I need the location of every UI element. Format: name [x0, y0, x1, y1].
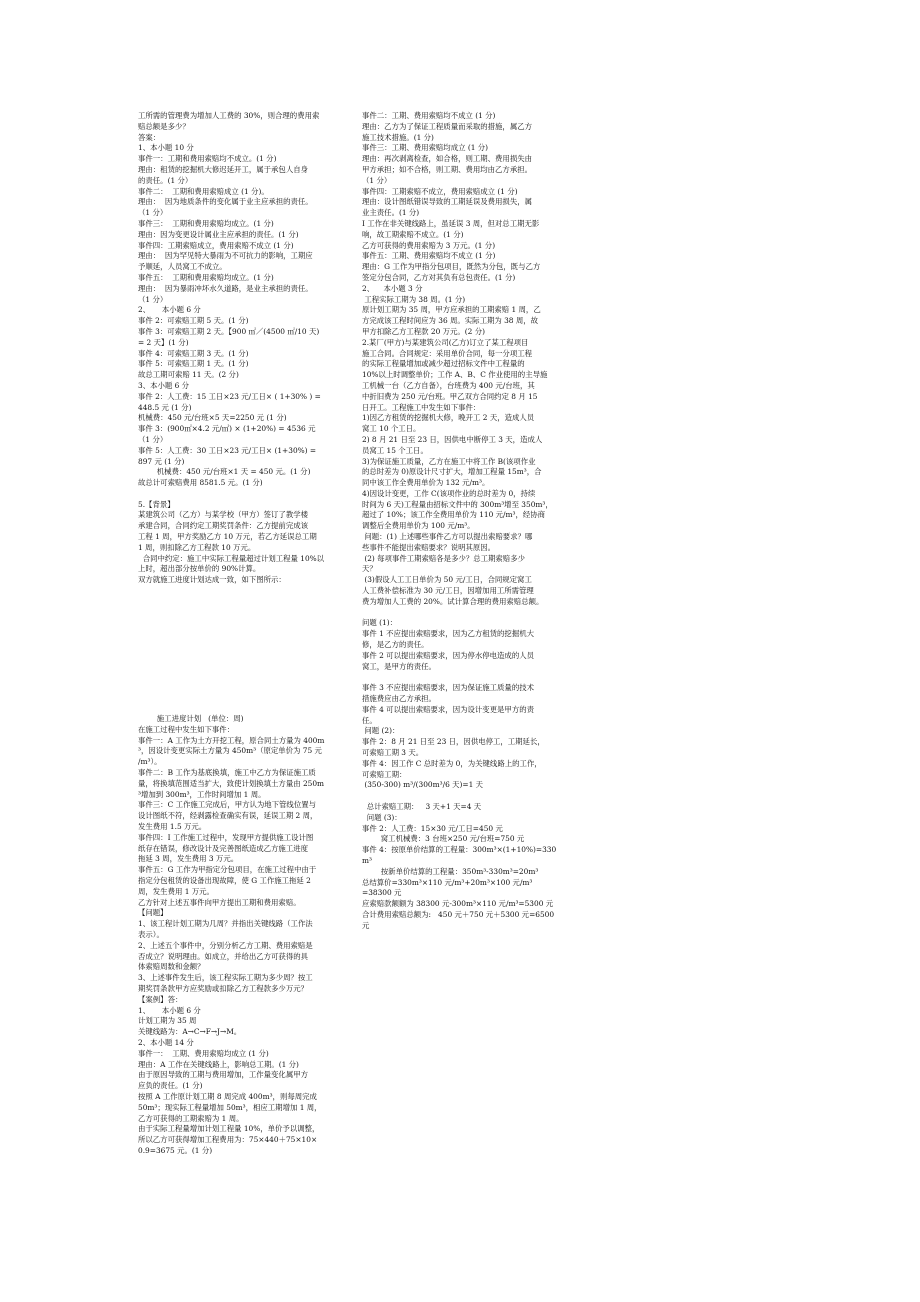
text-line: 4)因设计变更，工作 C(该项作业的总时差为 0，持续 [362, 488, 536, 498]
text-line: 元 [362, 920, 370, 930]
text-line: 甲方承担；如不合格，则工期、费用均由乙方承担。 [362, 164, 532, 174]
text-line: 应负的责任。(1 分) [138, 1081, 203, 1091]
text-line: 事件二：B 工作为基底换填，施工中乙方为保证施工质 [138, 768, 316, 778]
text-line: 10%以上时调整单价；工作 A、B、C 作业使用的主导施 [362, 370, 548, 380]
text-line: 所以乙方可获得增加工程费用为：75×440＋75×10× [138, 1135, 318, 1145]
text-line: 日开工。工程施工中发生如下事件： [362, 402, 481, 412]
text-line: 故总工期可索赔 11 天。(2 分) [138, 370, 239, 380]
text-line: /m³）。 [138, 757, 162, 767]
text-line: 修，是乙方的责任。 [362, 640, 429, 650]
text-line: 计划工期为 35 周 [138, 1016, 197, 1026]
left-column [138, 111, 348, 1157]
text-line: 事件五： 工期和费用索赔均成立。(1 分) [138, 272, 274, 282]
text-line: 原计划工期为 35 周，甲方应承担的工期索赔 1 周，乙 [362, 305, 541, 315]
text-line: 调整后全费用单价为 100 元/m³。 [362, 521, 475, 531]
text-line: 答案： [138, 132, 161, 142]
text-line: 问题 (3)： [362, 812, 402, 822]
text-line: （1 分） [138, 434, 168, 444]
text-line: 窝工，是甲方的责任。 [362, 661, 436, 671]
spacer [362, 608, 572, 619]
text-line: 可索赔工期 3 天。 [362, 748, 424, 758]
text-line: 中折旧费为 250 元/台班。甲乙双方合同约定 8 月 15 [362, 391, 538, 401]
text-line: 3)为保证施工质量，乙方在施工中将工作 B(该项作业 [362, 456, 536, 466]
text-line: 表示）。 [138, 930, 164, 939]
text-line: 事件五：G 工作为甲指定分包项目，在施工过程中由于 [138, 865, 317, 875]
text-line: 乙方可获得的费用索赔为 3 万元。(1 分) [362, 240, 496, 250]
text-line: 事件 5：可索赔工期 1 天。(1 分) [138, 359, 249, 369]
text-line: 理由：G 工作为甲指分包项目，既然为分包，既与乙方 [362, 262, 541, 272]
text-line: 周，发生费用 1 万元。 [138, 886, 214, 896]
text-line: 期奖罚条款甲方应奖励或扣除乙方工程款多少万元？ [138, 983, 308, 993]
text-line: = 2 天】(1 分) [138, 337, 189, 347]
text-line: I 工作在非关键线路上，虽延误 3 周，但对总工期无影 [362, 218, 540, 228]
text-line: 事件 2：可索赔工期 5 天。(1 分) [138, 316, 249, 326]
text-line: 问题 (2)： [362, 726, 400, 736]
text-line: 机械费：450 元/台班×5 天=2250 元 (1 分) [138, 413, 287, 423]
text-line: 事件二：工期、费用索赔均不成立 (1 分) [362, 111, 496, 120]
text-line: 事件一： 工期、费用索赔均成立 (1 分) [138, 1048, 269, 1058]
right-answer-block [362, 111, 572, 608]
text-line: 448.5 元 (1 分) [138, 402, 192, 412]
text-line: 事件 2 可以提出索赔要求，因为停水停电造成的人员 [362, 650, 534, 660]
text-line: 乙方可获得的工期索赔为 1 周。 [138, 1113, 244, 1123]
text-line: 2、 本小题 3 分 [362, 283, 423, 293]
left-events-block [138, 714, 348, 1157]
text-line: =38300 元 [362, 888, 402, 898]
text-line: 由于实际工程量增加计划工程量 10%，单价予以调整， [138, 1124, 320, 1134]
text-line: 措施费应由乙方承担。 [362, 694, 436, 704]
text-line: (350-300) m³/(300m³/6 天)=1 天 [362, 780, 484, 790]
text-line: 5.【背景】 [138, 499, 175, 509]
text-line: 1、该工程计划工期为几周？并指出关键线路（工作法 [138, 919, 313, 929]
text-line: 事件一：A 工作为土方开挖工程，原合同土方量为 400m [138, 735, 325, 745]
text-line: 合同中约定：施工中实际工程量超过计划工程量 10%以 [138, 553, 325, 563]
text-line: 拖延 3 周，发生费用 3 万元。 [138, 854, 239, 864]
text-line: 纸存在错误，修改设计及完善图纸造成乙方施工进度 [138, 843, 308, 853]
text-line: 设计图纸不符，经剥露检查确实有误，延误工期 2 周， [138, 811, 318, 821]
spacer [362, 791, 572, 802]
text-line: 天？ [362, 564, 377, 574]
text-line: 双方就施工进度计划达成一致，如下图所示： [138, 575, 286, 585]
text-line: 理由：再次剥离检查，如合格，则工期、费用损失由 [362, 154, 532, 164]
text-line: 施工合同。合同规定：采用单价合同，每一分项工程 [362, 348, 532, 358]
text-line: 窝工 10 个工日。 [362, 424, 421, 434]
text-line: 总结算价=330m³×110 元/m³+20m³×100 元/m³ [362, 877, 533, 887]
text-line: 理由： 因为地质条件的变化属于业主应承担的责任。 [138, 197, 313, 207]
text-line: 按新单价结算的工程量：350m³-330m³=20m³ [362, 866, 539, 876]
schedule-diagram-area [138, 586, 348, 714]
text-line: 3、上述事件发生后，该工程实际工期为多少周？按工 [138, 973, 313, 983]
text-line: 事件 2：8 月 21 日至 23 日，因供电停工，工期延长， [362, 737, 545, 747]
text-line: ³，因设计变更实际土方量为 450m³（原定单价为 75 元 [138, 746, 322, 756]
text-line: (2) 每项事件工期索赔各是多少？总工期索赔多少 [362, 553, 525, 563]
text-line: 事件 1 不应提出索赔要求，因为乙方租赁的挖掘机大 [362, 629, 534, 639]
text-line: 同中该工作全费用单价为 132 元/m³。 [362, 478, 490, 488]
text-line: 1)因乙方租赁的挖掘机大修，晚开工 2 天，造成人员 [362, 413, 535, 423]
text-line: 量，将换填范围适当扩大，致使计划换填土方量由 250m [138, 778, 325, 788]
right-question1-block [362, 618, 572, 672]
text-line: 甲方扣除乙方工程款 20 万元。(2 分) [362, 326, 486, 336]
text-line: 理由：因为变更设计属业主应承担的责任。(1 分) [138, 229, 299, 239]
text-line: 些事件不能提出索赔要求？说明其原因。 [362, 542, 496, 552]
text-line: 理由： 因为暴雨冲坏水久道路，是业主承担的责任。 [138, 283, 313, 293]
text-line: 事件四：I 工作施工过程中，发现甲方提供施工设计图 [138, 832, 314, 842]
text-line: 体索赔周数和金额？ [138, 962, 205, 972]
text-line: 事件 4：可索赔工期 3 天。(1 分) [138, 348, 249, 358]
text-line: 窝工机械费：3 台班×250 元/台班=750 元 [362, 834, 525, 844]
text-line: 理由：设计图纸错误导致的工期延误及费用损失，属 [362, 197, 532, 207]
text-line: 事件 4 可以提出索赔要求，因为设计变更是甲方的责 [362, 704, 534, 714]
text-line: 事件四：工期索赔不成立，费用索赔成立 (1 分) [362, 186, 518, 196]
text-line: 事件 2：人工费：15×30 元/工日=450 元 [362, 823, 503, 833]
text-line: 响，故工期索赔不成立。(1 分) [362, 229, 464, 239]
text-line: 员窝工 15 个工日。 [362, 445, 428, 455]
text-line: 应索赔款额额为 38300 元-300m³×110 元/m³=5300 元 [362, 899, 554, 909]
text-line: 施工技术措施。(1 分) [362, 132, 434, 142]
text-line: 理由：乙方为了保证工程质量而采取的措施，属乙方 [362, 121, 532, 131]
text-line: (3)假设人工工日单价为 50 元/工日，合同规定窝工 [362, 575, 532, 585]
left-background-block [138, 500, 348, 586]
text-line: 事件三：C 工作施工完成后，甲方认为地下管线位置与 [138, 800, 316, 810]
text-line: 故总计可索赔费用 8581.5 元。(1 分) [138, 478, 263, 488]
text-line: 按照 A 工作原计划工期 8 周完成 400m³，则每周完成 [138, 1091, 317, 1101]
text-line: 0.9=3675 元。(1 分) [138, 1145, 213, 1155]
text-line: 指定分包租赁的设备出现故障，使 G 工作施工拖延 2 [138, 876, 311, 886]
text-line: 工所需的管理费为增加人工费的 30%，则合理的费用索 [138, 111, 320, 120]
text-line: 的实际工程量增加或减少超过招标文件中工程量的 [362, 359, 525, 369]
right-question2-block [362, 683, 572, 791]
text-line: m³ [362, 855, 372, 865]
text-line: 理由： 因为罕见特大暴雨为不可抗力的影响，工期应 [138, 251, 313, 261]
text-line: 施工进度计划 (单位：周) [138, 714, 244, 724]
text-line: 可索赔工期： [362, 769, 407, 779]
text-line: 2、 本小题 6 分 [138, 305, 201, 315]
text-line: 否成立？说明理由。如成立，并给出乙方可获得的具 [138, 951, 308, 961]
text-line: 2、本小题 14 分 [138, 1037, 194, 1047]
text-line: 的责任。(1 分） [138, 175, 193, 185]
text-line: 机械费：450 元/台班×1 天 = 450 元。(1 分) [138, 467, 311, 477]
text-line: 事件三： 工期和费用索赔均成立。(1 分) [138, 218, 274, 228]
text-line: 事件 2：人工费：15 工日×23 元/工日× ( 1+30% ) = [138, 391, 321, 401]
text-line: 承建合同，合同约定工期奖罚条件：乙方提前完成该 [138, 521, 308, 531]
text-line: 事件一：工期和费用索赔均不成立。(1 分) [138, 154, 277, 164]
text-line: 费为增加人工费的 20%。试计算合理的费用索赔总额。 [362, 596, 544, 606]
text-line: 的总时差为 0)原设计尺寸扩大，增加工程量 15m³，合 [362, 467, 542, 477]
text-line: 合计费用索赔总额为: 450 元＋750 元＋5300 元=6500 [362, 909, 555, 919]
text-line: ³增加到 300m³，工作时间增加 1 周。 [138, 789, 266, 799]
text-line: 任。 [362, 715, 377, 725]
text-line: 事件五：工期、费用索赔均不成立 (1 分) [362, 251, 496, 261]
spacer [362, 672, 572, 683]
text-line: 事件 4：因工作 C 总时差为 0，为关键线路上的工作， [362, 758, 542, 768]
text-line: 50m³；现实际工程量增加 50m³，相应工期增加 1 周， [138, 1102, 322, 1112]
text-line: 【问题】 [138, 908, 168, 918]
text-line: 1、 本小题 6 分 [138, 1005, 201, 1015]
text-line: 总计索赔工期： 3 天+1 天=4 天 [362, 802, 482, 811]
text-line: 问题 (1)： [362, 618, 397, 628]
text-line: （1 分） [362, 175, 392, 185]
left-answer-block [138, 111, 348, 489]
text-line: 在施工过程中发生如下事件： [138, 724, 235, 734]
text-line: 1 周，则扣除乙方工程款 10 万元。 [138, 542, 256, 552]
text-line: （1 分） [138, 294, 168, 304]
text-line: 某建筑公司（乙方）与某学校（甲方）签订了教学楼 [138, 510, 308, 520]
text-line: 3、本小题 6 分 [138, 380, 190, 390]
text-line: 赔总额是多少？ [138, 121, 190, 131]
text-line: （1 分） [138, 208, 168, 218]
text-line: 由于原因导致的工期与费用增加，工作量变化属甲方 [138, 1070, 308, 1080]
text-line: 1、本小题 10 分 [138, 143, 194, 153]
text-line: 方完成该工程时间应为 36 周。实际工期为 38 周，故 [362, 316, 539, 326]
text-line: 事件 3：(900㎡×4.2 元/㎡) × (1+20%) = 4536 元 [138, 424, 316, 434]
text-line: 事件 3：可索赔工期 2 天。【900 ㎡／(4500 ㎡/10 天) [138, 326, 320, 336]
text-line: 工机械一台（乙方自备），台班费为 400 元/台班，其 [362, 380, 535, 390]
text-line: 时间为 6 天)工程量由招标文件中的 300m³增至 350m³， [362, 499, 553, 509]
text-line: 超过了 10%；该工作全费用单价为 110 元/m³，经协商 [362, 510, 546, 520]
text-line: 理由：A 工作在关键线路上，影响总工期。(1 分) [138, 1059, 299, 1069]
text-line: 【案例】答： [138, 994, 183, 1004]
text-line: 问题：(1) 上述哪些事件乙方可以提出索赔要求？哪 [362, 532, 533, 542]
text-line: 事件 4：按原单价结算的工程量：300m³×(1+10%)=330 [362, 845, 557, 855]
text-line: 乙方针对上述五事件向甲方提出工期和费用索赔。 [138, 897, 301, 907]
spacer [138, 489, 348, 500]
text-line: 事件四：工期索赔成立，费用索赔不成立 (1 分) [138, 240, 294, 250]
text-line: 2) 8 月 21 日至 23 日，因供电中断停工 3 天，造成人 [362, 434, 543, 444]
text-line: 业主责任。(1 分) [362, 208, 420, 218]
text-line: 2、上述五个事件中，分别分析乙方工期、费用索赔是 [138, 940, 313, 950]
text-line: 事件二： 工期和费用索赔成立 (1 分)。 [138, 186, 269, 196]
text-line: 工程实际工期为 38 周。(1 分) [362, 294, 466, 304]
text-line: 关键线路为：A→C→F→J→M。 [138, 1027, 242, 1037]
right-column [362, 111, 572, 932]
text-line: 理由：租赁的挖掘机大修迟延开工，属于承包人自身 [138, 164, 308, 174]
text-line: 工程 1 周，甲方奖励乙方 10 万元，若乙方延误总工期 [138, 532, 317, 542]
text-line: 签定分包合同，乙方对其负有总包责任。(1 分) [362, 272, 516, 282]
text-line: 人工费补偿标准为 30 元/工日，因增加用工所需管理 [362, 586, 534, 596]
text-line: 事件 5：人工费：30 工日×23 元/工日× (1+30%) = [138, 445, 317, 455]
right-question3-block [362, 802, 572, 932]
text-line: 予顺延，人员窝工不成立。 [138, 262, 227, 272]
text-line: 事件三：工期、费用索赔均成立 (1 分) [362, 143, 489, 153]
text-line: 上时，超出部分按单价的 90%计算。 [138, 564, 261, 574]
text-line: 事件 3 不应提出索赔要求，因为保证施工质量的技术 [362, 683, 534, 693]
text-line: 发生费用 1.5 万元。 [138, 822, 207, 832]
text-line: 897 元 (1 分) [138, 456, 185, 466]
text-line: 2.某厂(甲方)与某建筑公司(乙方)订立了某工程项目 [362, 337, 529, 347]
